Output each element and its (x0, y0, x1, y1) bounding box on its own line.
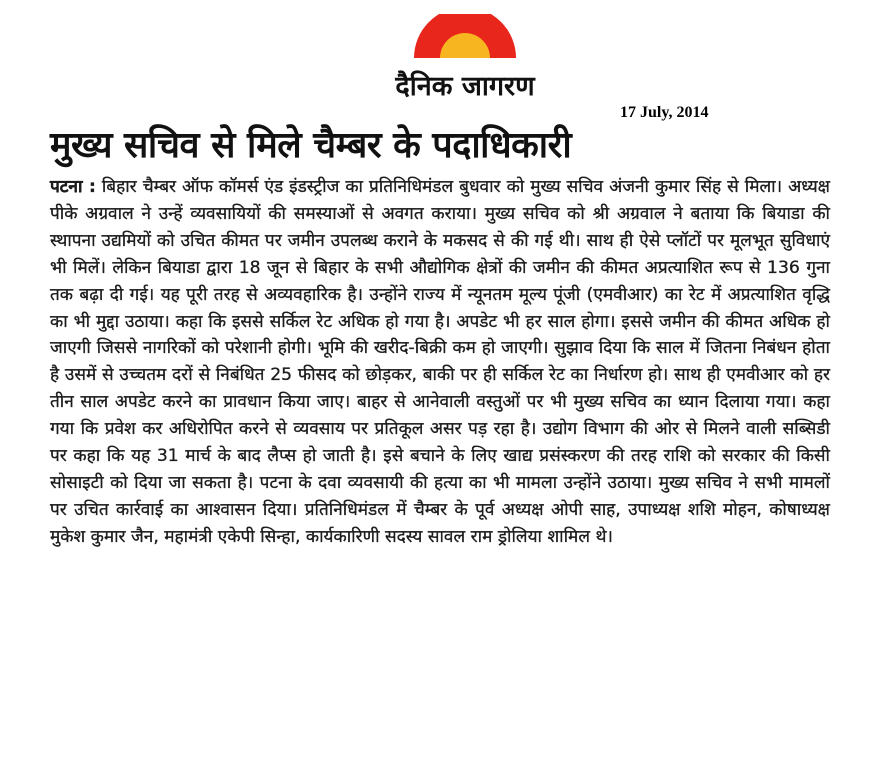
article-text: बिहार चैम्बर ऑफ कॉमर्स एंड इंडस्ट्रीज का प्रतिनिधिमंडल बुधवार को मुख्य सचिव अंजनी कुमार सिंह से मिला। अध्यक्ष पीके अग्रवाल ने उन्हें व्यवसायियों की समस्याओं से अवगत कराया। मुख्य सचिव को श्री अग्रवाल ने बताया कि बियाडा की स्थापना उद्यमियों को उचित कीमत पर जमीन उपलब्ध कराने के मकसद से की गई थी। साथ ही ऐसे प्लॉटों पर मूलभूत सुविधाएं भी मिलें। लेकिन बियाडा द्वारा 18 जून से बिहार के सभी औद्योगिक क्षेत्रों की जमीन की कीमत अप्रत्याशित रूप से 136 गुना तक बढ़ा दी गई। यह पूरी तरह से अव्यवहारिक है। उन्होंने राज्य में न्यूनतम मूल्य पूंजी (एमवीआर) का रेट में अप्रत्याशित वृद्धि का भी मुद्दा उठाया। कहा कि इससे सर्किल रेट अधिक हो गया है। अपडेट भी हर साल होगा। इससे जमीन की कीमत अधिक हो जाएगी जिससे नागरिकों को परेशानी होगी। भूमि की खरीद-बिक्री कम हो जाएगी। सुझाव दिया कि साल में जितना निबंधन होता है उसमें से उच्चतम दरों से निबंधित 25 फीसद को छोड़कर, बाकी पर ही सर्किल रेट का निर्धारण हो। साथ ही एमवीआर को हर तीन साल अपडेट करने का प्रावधान किया जाए। बाहर से आनेवाली वस्तुओं पर भी मुख्य सचिव का ध्यान दिलाया गया। कहा गया कि प्रवेश कर अधिरोपित करने से व्यवसाय पर प्रतिकूल असर पड़ रहा है। उद्योग विभाग की ओर से मिलने वाली सब्सिडी पर कहा कि यह 31 मार्च के बाद लैप्स हो जाती है। इसे बचाने के लिए खाद्य प्रसंस्करण की तरह राशि को सरकार की किसी सोसाइटी को दिया जा सकता है। पटना के दवा व्यवसायी की हत्या का भी मामला उन्होंने उठाया। मुख्य सचिव ने सभी मामलों पर उचित कार्रवाई का आश्वासन दिया। प्रतिनिधिमंडल में चैम्बर के पूर्व अध्यक्ष ओपी साह, उपाध्यक्ष शशि मोहन, कोषाध्यक्ष मुकेश कुमार जैन, महामंत्री एकेपी सिन्हा, कार्यकारिणी सदस्य सावल राम ड्रोलिया शामिल थे। (50, 177, 830, 547)
newspaper-masthead (360, 14, 570, 104)
article-headline: मुख्य सचिव से मिले चैम्बर के पदाधिकारी (50, 125, 572, 166)
rising-sun-logo-icon (410, 14, 520, 58)
news-clipping (50, 120, 830, 551)
article-body (50, 174, 830, 551)
article-dateline: पटना : (50, 177, 96, 197)
publication-date: 17 July, 2014 (620, 104, 709, 121)
newspaper-logo-text: दैनिक जागरण (395, 71, 535, 102)
